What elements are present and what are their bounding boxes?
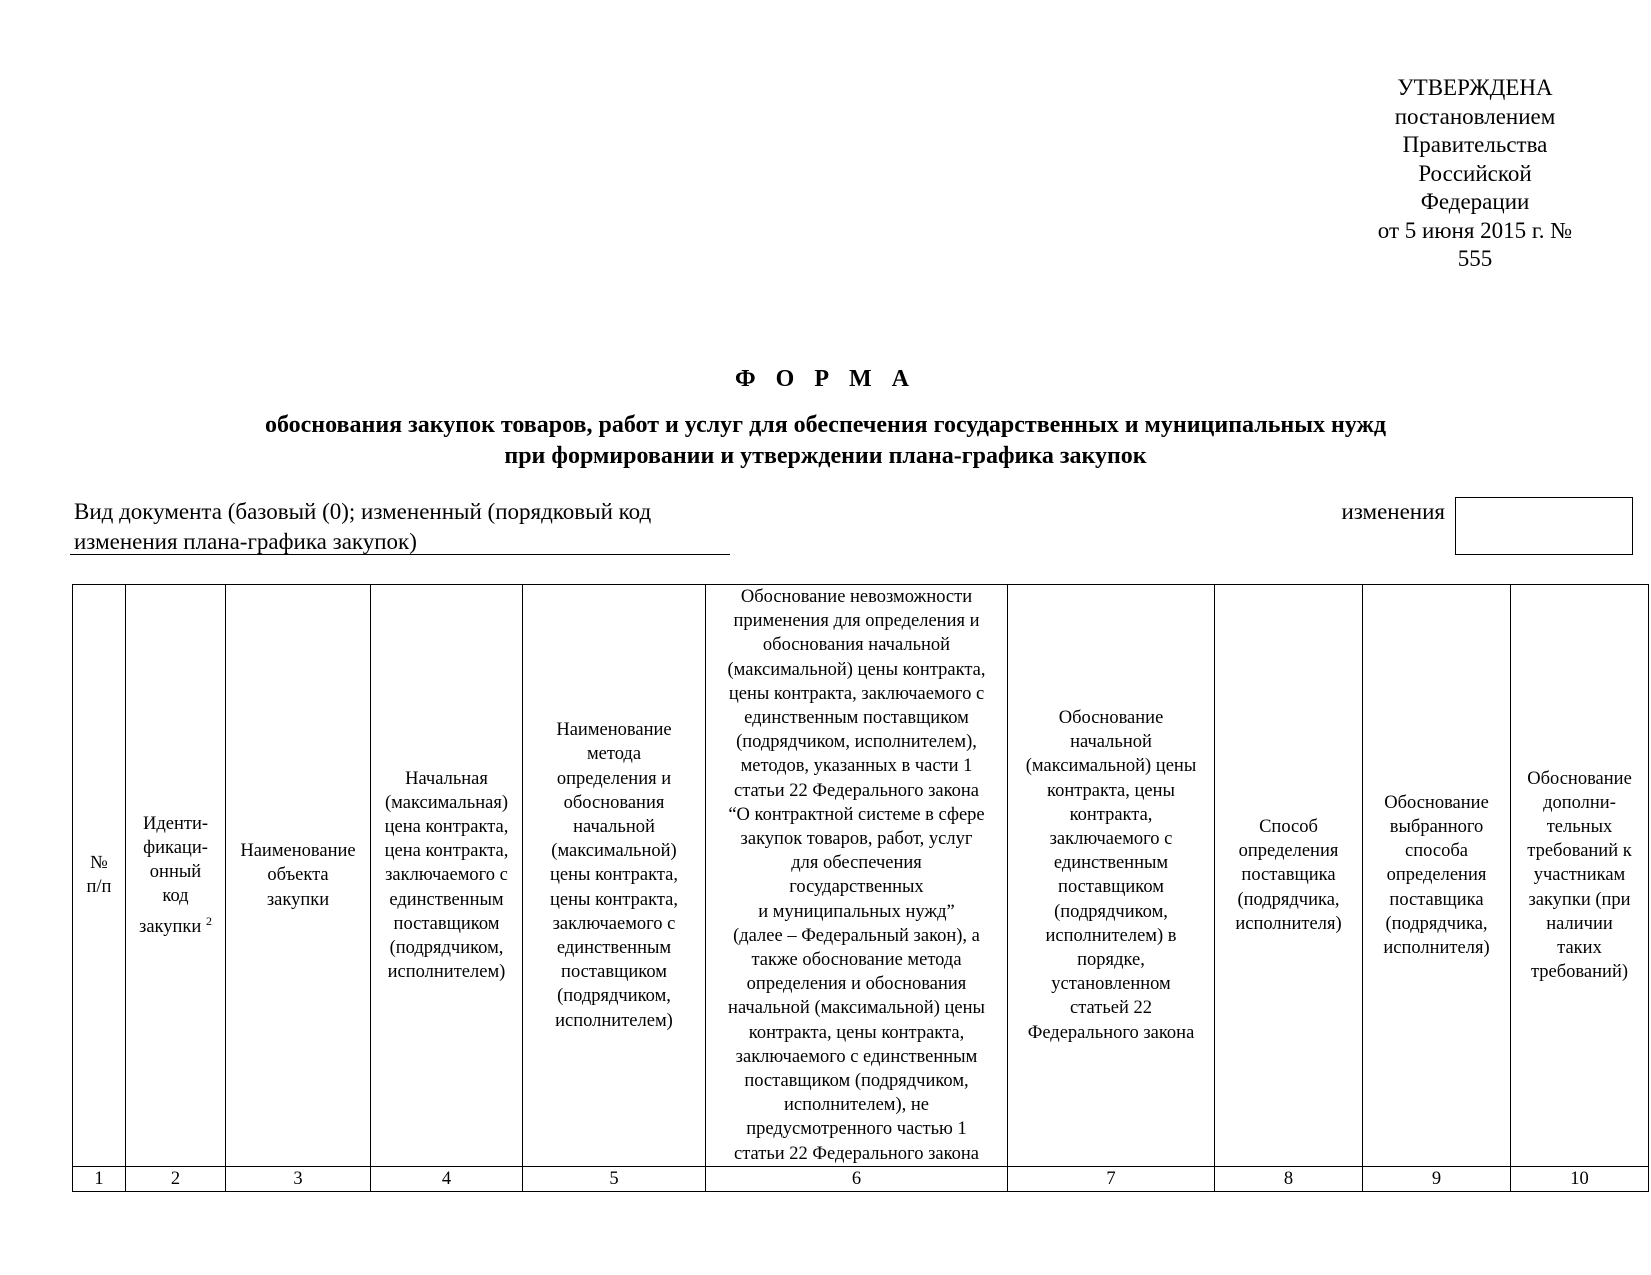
header-text: Обоснование начальной (максимальной) цены контракта, цены контракта, заключаемого с единственным поставщиком (подрядчиком, исполнителем) в порядке, установленном статьей 22 Федерального закона xyxy=(1025,708,1197,1043)
header-cell xyxy=(1363,585,1511,1167)
column-number-cell: 5 xyxy=(523,1166,706,1191)
column-number-cell: 1 xyxy=(73,1166,126,1191)
approval-line: Российской xyxy=(1418,160,1532,186)
header-cell xyxy=(1511,585,1649,1167)
table-header-row xyxy=(73,585,1649,1167)
column-number-cell: 2 xyxy=(126,1166,226,1191)
approval-line: Правительства xyxy=(1402,132,1548,157)
form-subtitle xyxy=(0,410,1651,472)
column-number-cell: 9 xyxy=(1363,1166,1511,1191)
header-text: Обоснование выбранного способа определения поставщика (подрядчика, исполнителя) xyxy=(1383,792,1490,958)
header-cell xyxy=(1215,585,1363,1167)
header-text: Наименование метода определения и обоснования начальной (максимальной) цены контракта, цены контракта, заключаемого с единственным поставщиком (подрядчиком, исполнителем) xyxy=(550,720,678,1031)
header-text: Наименование объекта закупки xyxy=(240,841,356,910)
header-cell xyxy=(1008,585,1215,1167)
change-code-label: изменения xyxy=(1341,499,1445,524)
form-subtitle-line-1: обоснования закупок товаров, работ и услуг для обеспечения государственных и муниципальных нужд xyxy=(264,412,1387,438)
column-number-cell: 8 xyxy=(1215,1166,1363,1191)
header-cell xyxy=(706,585,1008,1167)
form-subtitle-line-2: при формировании и утверждении плана-графика закупок xyxy=(504,443,1147,469)
header-text: Иденти- фикаци- онный код закупки xyxy=(139,813,209,937)
form-title: Ф О Р М А xyxy=(735,366,916,392)
document-type-underline xyxy=(70,554,730,555)
column-number-row xyxy=(73,1166,1649,1191)
header-text: Начальная (максимальная) цена контракта, цена контракта, заключаемого с единственным поставщиком (подрядчиком, исполнителем) xyxy=(384,768,509,983)
column-number-cell: 4 xyxy=(371,1166,523,1191)
header-cell xyxy=(226,585,371,1167)
header-cell xyxy=(523,585,706,1167)
document-type-label xyxy=(74,497,734,557)
header-text: Обоснование невозможности применения для определения и обоснования начальной (максимальной) цены контракта, цены контракта, заключаемого с единственным поставщиком (подрядчиком, исполнителем), методов, указанных в части 1 статьи 22 Федерального закона “О контрактной системе в сфере закупок товаров, работ, услуг для обеспечения государственных и муниципальных нужд” (далее – Федеральный закон), а также обоснование метода определения и обоснования начальной (максимальной) цены контракта, цены контракта, заключаемого с единственным поставщиком (подрядчиком, исполнителем), не предусмотренного частью 1 статьи 22 Федерального закона xyxy=(727,587,986,1164)
approval-line: Федерации xyxy=(1420,189,1530,214)
header-text: Обоснование дополни- тельных требований к участникам закупки (при наличии таких требований) xyxy=(1527,768,1632,983)
column-number-cell: 6 xyxy=(706,1166,1008,1191)
header-text: № п/п xyxy=(86,853,112,898)
header-cell xyxy=(73,585,126,1167)
approval-line: УТВЕРЖДЕНА xyxy=(1397,75,1553,100)
justification-table xyxy=(72,584,1649,1192)
column-number-cell: 10 xyxy=(1511,1166,1649,1191)
header-cell xyxy=(126,585,226,1167)
footnote-mark: 2 xyxy=(205,913,212,928)
column-number-cell: 7 xyxy=(1008,1166,1215,1191)
approval-line: постановлением xyxy=(1394,103,1556,129)
document-type-label-line-1: Вид документа (базовый (0); измененный (порядковый код xyxy=(74,499,652,524)
document-type-label-line-2: изменения плана-графика закупок) xyxy=(74,529,417,554)
approval-line: 555 xyxy=(1457,246,1493,271)
header-text: Способ определения поставщика (подрядчика, исполнителя) xyxy=(1235,816,1342,934)
column-number-cell: 3 xyxy=(226,1166,371,1191)
header-cell xyxy=(371,585,523,1167)
change-code-field[interactable] xyxy=(1455,497,1633,555)
approval-block xyxy=(1355,74,1595,274)
approval-line: от 5 июня 2015 г. № xyxy=(1377,217,1573,243)
